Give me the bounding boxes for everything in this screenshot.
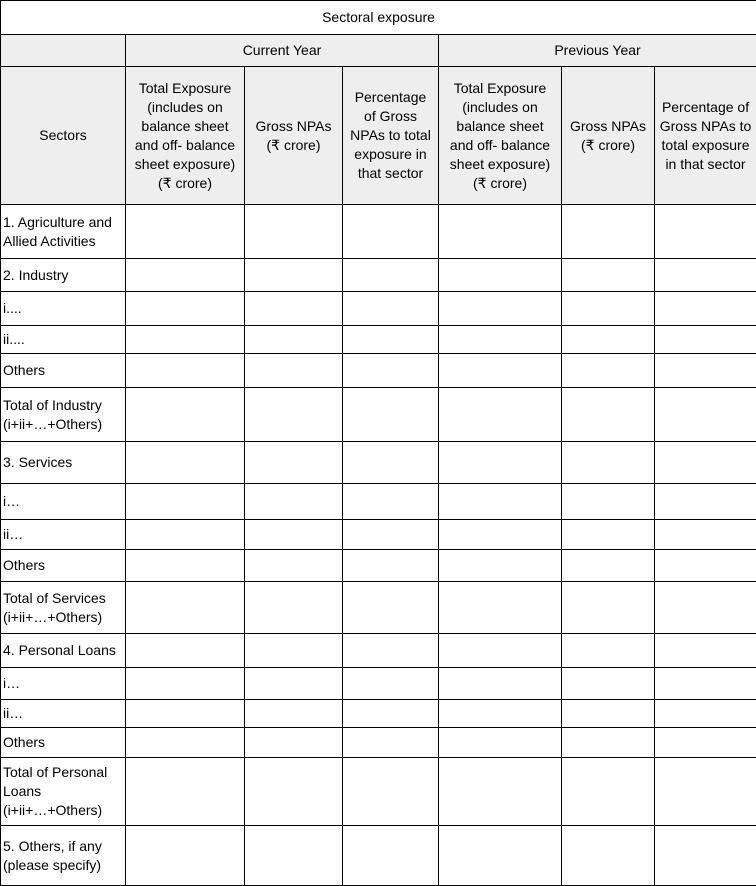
value-cell[interactable] [655,326,756,354]
table-row [1,520,756,550]
value-cell[interactable] [562,259,655,292]
sector-label: Total of Industry (i+ii+…+Others) [1,388,126,442]
corner-cell [1,35,126,67]
value-cell[interactable] [439,442,562,484]
value-cell[interactable] [343,758,439,826]
value-cell[interactable] [439,826,562,886]
value-cell[interactable] [343,292,439,326]
value-cell[interactable] [245,668,343,700]
previous-gross-npas-header: Gross NPAs (₹ crore) [562,67,655,205]
value-cell[interactable] [343,259,439,292]
value-cell[interactable] [126,758,245,826]
table-row [1,700,756,728]
value-cell[interactable] [343,326,439,354]
current-total-exposure-header: Total Exposure (includes on balance sheet and off- balance sheet exposure) (₹ crore) [126,67,245,205]
value-cell[interactable] [343,354,439,388]
value-cell[interactable] [126,326,245,354]
value-cell[interactable] [245,582,343,634]
value-cell[interactable] [562,326,655,354]
value-cell[interactable] [655,728,756,758]
value-cell[interactable] [439,582,562,634]
value-cell[interactable] [562,388,655,442]
value-cell[interactable] [655,259,756,292]
value-cell[interactable] [439,728,562,758]
table-row [1,550,756,582]
value-cell[interactable] [655,634,756,668]
value-cell[interactable] [126,388,245,442]
sector-label: 3. Services [1,442,126,484]
value-cell[interactable] [562,484,655,520]
table-row [1,826,756,886]
value-cell[interactable] [126,582,245,634]
value-cell[interactable] [655,582,756,634]
value-cell[interactable] [562,634,655,668]
value-cell[interactable] [343,668,439,700]
table-row [1,728,756,758]
value-cell[interactable] [343,550,439,582]
current-gross-npas-header: Gross NPAs (₹ crore) [245,67,343,205]
value-cell[interactable] [245,634,343,668]
value-cell[interactable] [343,634,439,668]
value-cell[interactable] [439,758,562,826]
table-row [1,388,756,442]
value-cell[interactable] [343,442,439,484]
previous-year-header: Previous Year [439,35,756,67]
value-cell[interactable] [245,550,343,582]
group-header-row [1,35,756,67]
value-cell[interactable] [126,259,245,292]
value-cell[interactable] [655,354,756,388]
value-cell[interactable] [439,520,562,550]
table-body [1,205,756,886]
sector-label: ii.... [1,326,126,354]
value-cell[interactable] [245,758,343,826]
value-cell[interactable] [655,205,756,259]
value-cell[interactable] [126,728,245,758]
value-cell[interactable] [655,292,756,326]
table-row [1,634,756,668]
value-cell[interactable] [343,728,439,758]
sector-label: ii… [1,520,126,550]
value-cell[interactable] [439,259,562,292]
sector-label: 4. Personal Loans [1,634,126,668]
sector-label: Others [1,550,126,582]
value-cell[interactable] [126,550,245,582]
value-cell[interactable] [439,354,562,388]
table-row [1,205,756,259]
sector-label: i.... [1,292,126,326]
value-cell[interactable] [343,205,439,259]
value-cell[interactable] [245,520,343,550]
table-row [1,354,756,388]
value-cell[interactable] [126,205,245,259]
value-cell[interactable] [655,484,756,520]
value-cell[interactable] [562,292,655,326]
value-cell[interactable] [562,582,655,634]
value-cell[interactable] [126,668,245,700]
value-cell[interactable] [126,634,245,668]
value-cell[interactable] [562,758,655,826]
sectors-header: Sectors [1,67,126,205]
value-cell[interactable] [245,728,343,758]
value-cell[interactable] [245,388,343,442]
previous-total-exposure-header: Total Exposure (includes on balance sheet and off- balance sheet exposure) (₹ crore) [439,67,562,205]
sector-label: 5. Others, if any (please specify) [1,826,126,886]
value-cell[interactable] [245,259,343,292]
value-cell[interactable] [439,484,562,520]
sector-label: Total of Services (i+ii+…+Others) [1,582,126,634]
table-row [1,442,756,484]
sector-label: Total of Personal Loans (i+ii+…+Others) [1,758,126,826]
sector-label: Others [1,728,126,758]
value-cell[interactable] [439,326,562,354]
value-cell[interactable] [439,668,562,700]
value-cell[interactable] [126,292,245,326]
value-cell[interactable] [562,520,655,550]
value-cell[interactable] [245,442,343,484]
sub-header-row [1,67,756,205]
table-row [1,582,756,634]
value-cell[interactable] [655,388,756,442]
value-cell[interactable] [562,826,655,886]
value-cell[interactable] [562,668,655,700]
value-cell[interactable] [655,700,756,728]
sector-label: i… [1,484,126,520]
value-cell[interactable] [439,634,562,668]
value-cell[interactable] [439,700,562,728]
value-cell[interactable] [126,442,245,484]
current-year-header: Current Year [126,35,439,67]
sector-label: 2. Industry [1,259,126,292]
value-cell[interactable] [439,388,562,442]
value-cell[interactable] [343,826,439,886]
value-cell[interactable] [126,484,245,520]
value-cell[interactable] [245,292,343,326]
value-cell[interactable] [245,700,343,728]
value-cell[interactable] [562,700,655,728]
value-cell[interactable] [245,826,343,886]
value-cell[interactable] [126,826,245,886]
value-cell[interactable] [439,550,562,582]
value-cell[interactable] [245,354,343,388]
value-cell[interactable] [562,442,655,484]
value-cell[interactable] [439,292,562,326]
value-cell[interactable] [126,700,245,728]
value-cell[interactable] [343,700,439,728]
value-cell[interactable] [655,758,756,826]
value-cell[interactable] [655,442,756,484]
current-percentage-header: Percentage of Gross NPAs to total exposure in that sector [343,67,439,205]
table-row [1,668,756,700]
sector-label: ii… [1,700,126,728]
value-cell[interactable] [343,484,439,520]
value-cell[interactable] [126,520,245,550]
value-cell[interactable] [655,550,756,582]
value-cell[interactable] [562,354,655,388]
value-cell[interactable] [245,326,343,354]
value-cell[interactable] [343,388,439,442]
table-row [1,326,756,354]
table-row [1,484,756,520]
value-cell[interactable] [343,520,439,550]
table-row [1,758,756,826]
value-cell[interactable] [655,668,756,700]
value-cell[interactable] [439,205,562,259]
value-cell[interactable] [655,826,756,886]
table-title: Sectoral exposure [1,1,756,35]
previous-percentage-header: Percentage of Gross NPAs to total exposure in that sector [655,67,756,205]
title-row [1,1,756,35]
value-cell[interactable] [562,728,655,758]
table-row [1,292,756,326]
table-row [1,259,756,292]
value-cell[interactable] [343,582,439,634]
value-cell[interactable] [126,354,245,388]
value-cell[interactable] [562,205,655,259]
sector-label: Others [1,354,126,388]
value-cell[interactable] [245,205,343,259]
value-cell[interactable] [245,484,343,520]
sector-label: 1. Agriculture and Allied Activities [1,205,126,259]
sector-label: i… [1,668,126,700]
value-cell[interactable] [562,550,655,582]
value-cell[interactable] [655,520,756,550]
